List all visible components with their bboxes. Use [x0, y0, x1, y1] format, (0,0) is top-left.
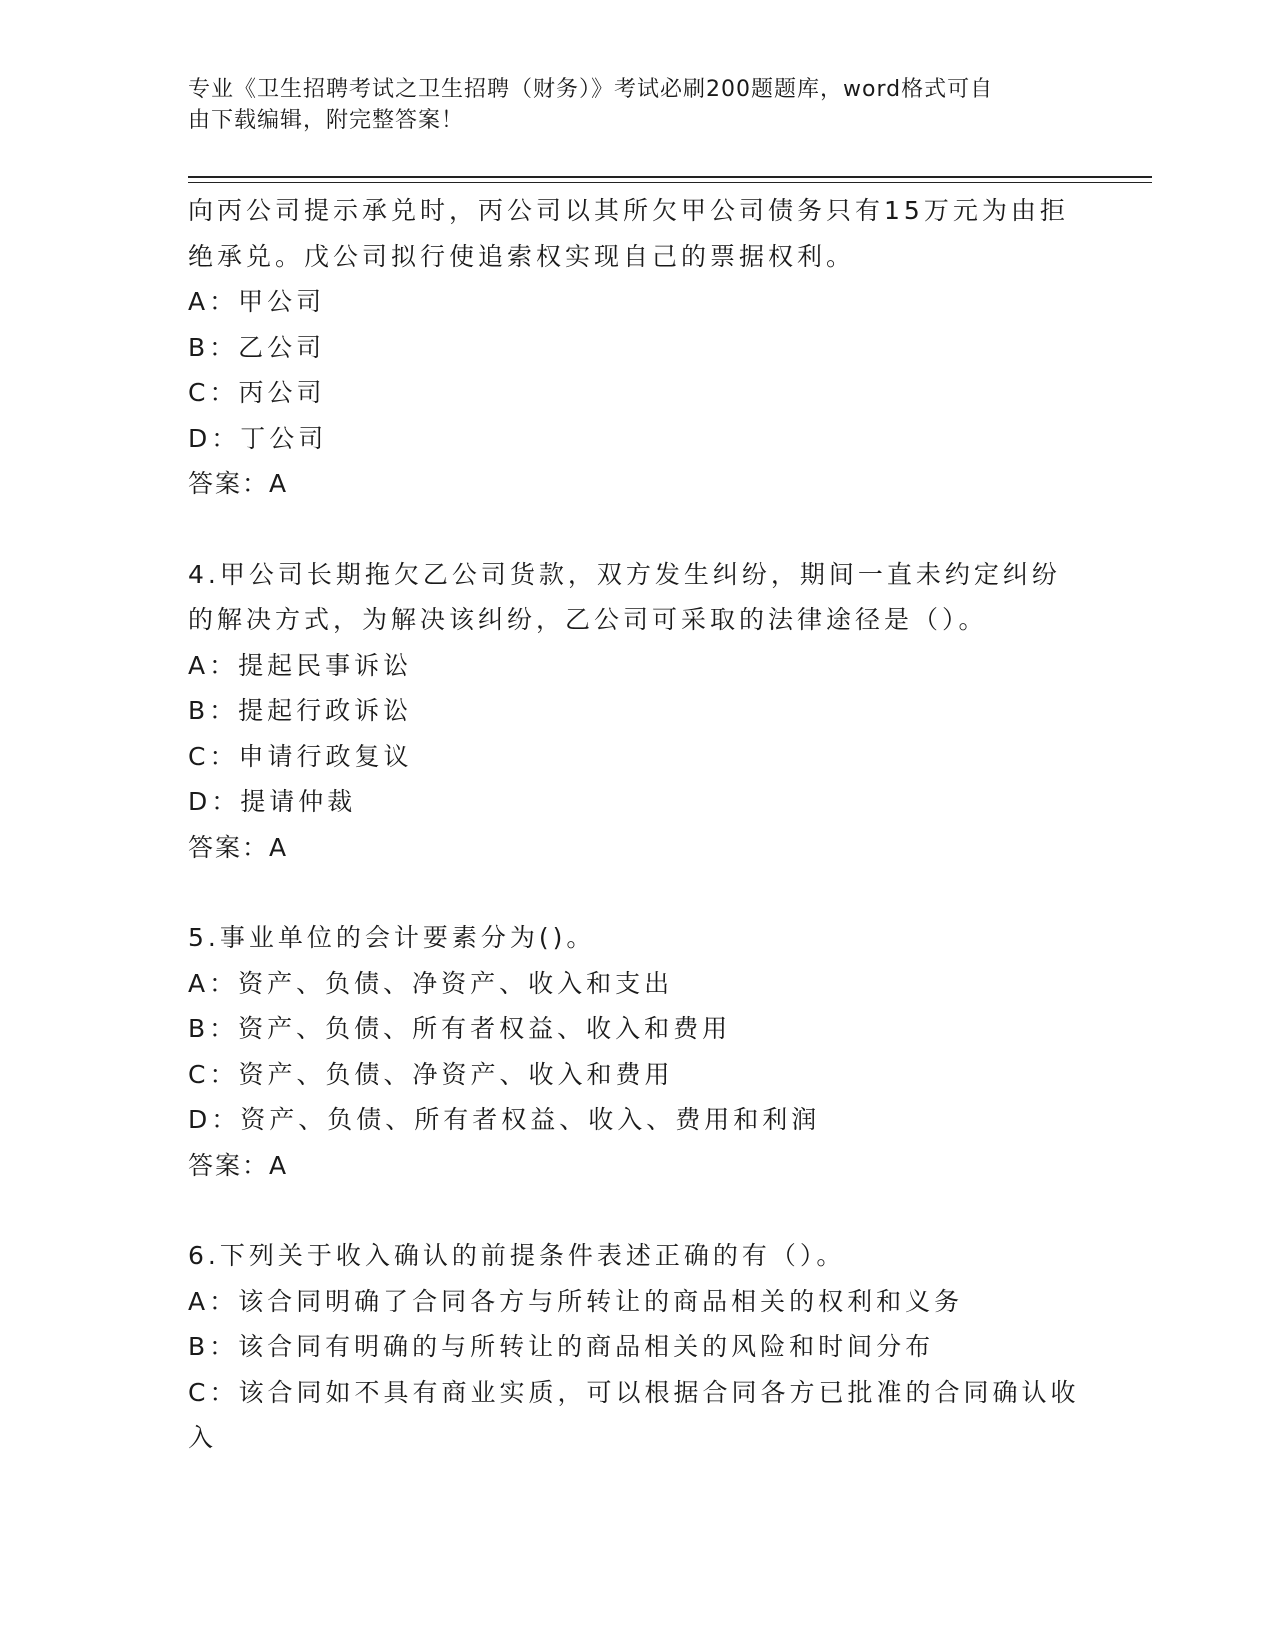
- question-stem-line: 向丙公司提示承兑时，丙公司以其所欠甲公司债务只有15万元为由拒: [188, 196, 1069, 225]
- question-stem-line: 绝承兑。戊公司拟行使追索权实现自己的票据权利。: [188, 241, 856, 271]
- option-a: A：提起民事诉讼: [188, 650, 413, 680]
- answer-line: 答案：A: [188, 469, 289, 498]
- question-stem-line: 4.甲公司长期拖欠乙公司货款，双方发生纠纷，期间一直未约定纠纷: [188, 559, 1061, 589]
- option-b: B：资产、负债、所有者权益、收入和费用: [188, 1014, 732, 1043]
- spacer: [188, 870, 1088, 915]
- option-d: D：丁公司: [188, 423, 328, 453]
- option-c-continued: 入: [188, 1423, 218, 1452]
- option-c: C：丙公司: [188, 378, 326, 407]
- option-b: B：提起行政诉讼: [188, 696, 413, 725]
- document-header: [188, 74, 1068, 136]
- header-rule-thick: [188, 176, 1152, 178]
- option-a: A：甲公司: [188, 287, 326, 316]
- header-line-2: 由下载编辑，附完整答案！: [188, 108, 465, 133]
- header-rule-thin: [188, 182, 1152, 183]
- answer-line: 答案：A: [188, 1150, 289, 1180]
- spacer: [188, 1188, 1088, 1233]
- option-d: D：资产、负债、所有者权益、收入、费用和利润: [188, 1105, 821, 1134]
- document-body: [188, 188, 1088, 1461]
- option-a: A：资产、负债、净资产、收入和支出: [188, 968, 674, 998]
- spacer: [188, 507, 1088, 552]
- option-c: C：申请行政复议: [188, 741, 413, 771]
- option-d: D：提请仲裁: [188, 787, 357, 816]
- option-b: B：该合同有明确的与所转让的商品相关的风险和时间分布: [188, 1332, 935, 1361]
- question-stem-line: 6.下列关于收入确认的前提条件表述正确的有（）。: [188, 1241, 846, 1270]
- question-5: [188, 915, 1088, 1188]
- question-3-continuation: [188, 188, 1088, 507]
- header-line-1: 专业《卫生招聘考试之卫生招聘（财务）》考试必刷200题题库，word格式可自: [188, 77, 994, 102]
- question-stem-line: 5.事业单位的会计要素分为()。: [188, 923, 596, 952]
- option-c: C：资产、负债、净资产、收入和费用: [188, 1059, 674, 1089]
- answer-line: 答案：A: [188, 832, 289, 862]
- question-6: [188, 1233, 1088, 1461]
- option-c: C：该合同如不具有商业实质，可以根据合同各方已批准的合同确认收: [188, 1377, 1080, 1407]
- option-b: B：乙公司: [188, 332, 326, 362]
- question-4: [188, 552, 1088, 871]
- question-stem-line: 的解决方式，为解决该纠纷，乙公司可采取的法律途径是（）。: [188, 605, 988, 634]
- option-a: A：该合同明确了合同各方与所转让的商品相关的权利和义务: [188, 1286, 964, 1316]
